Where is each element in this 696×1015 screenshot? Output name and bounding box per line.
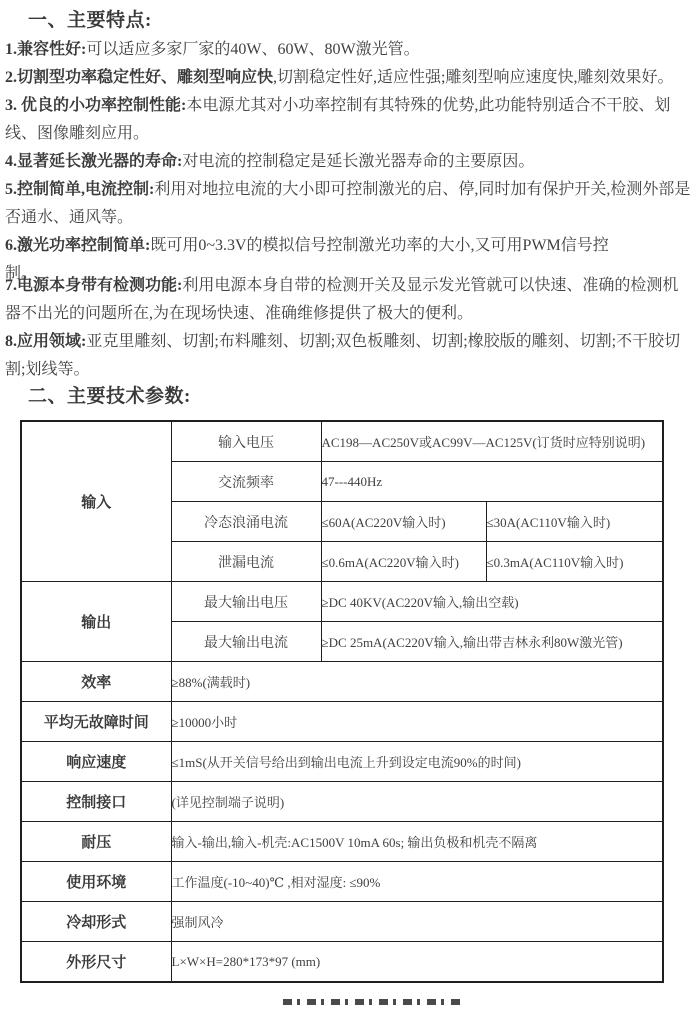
feature-text: ,切割稳定性好,适应性强;雕刻型响应速度快,雕刻效果好。 [273, 69, 674, 86]
spec-label-cell: 冷却形式 [21, 902, 171, 942]
specs-heading: 二、主要技术参数: [28, 386, 191, 407]
table-row [21, 862, 663, 902]
table-row [21, 662, 663, 702]
feature-text: 可以适应多家厂家的40W、60W、80W激光管。 [86, 41, 420, 58]
spec-param-cell: 最大输出电压 [171, 582, 321, 622]
spec-value-cell: (详见控制端子说明) [171, 782, 663, 822]
spec-value-cell: 47---440Hz [321, 462, 663, 502]
feature-lead: 8.应用领域: [5, 333, 87, 350]
table-row [21, 582, 663, 622]
feature-item-8 [5, 328, 692, 384]
spec-value-cell: 输入-输出,输入-机壳:AC1500V 10mA 60s; 输出负极和机壳不隔离 [171, 822, 663, 862]
spec-value-cell: ≥DC 25mA(AC220V输入,输出带吉林永利80W激光管) [321, 622, 663, 662]
table-row [21, 942, 663, 983]
spec-label-cell: 响应速度 [21, 742, 171, 782]
spec-label-cell: 效率 [21, 662, 171, 702]
feature-lead: 6.激光功率控制简单: [5, 237, 151, 254]
table-row [21, 421, 663, 462]
feature-lead: 7.电源本身带有检测功能: [5, 277, 183, 294]
spec-param-cell: 交流频率 [171, 462, 321, 502]
spec-param-cell: 冷态浪涌电流 [171, 502, 321, 542]
feature-lead: 2.切割型功率稳定性好、雕刻型响应快 [5, 69, 274, 86]
spec-label-cell: 耐压 [21, 822, 171, 862]
spec-value-cell: 强制风冷 [171, 902, 663, 942]
feature-item-1 [5, 36, 692, 64]
spec-label-cell: 外形尺寸 [21, 942, 171, 983]
spec-table [20, 420, 664, 983]
table-row [21, 702, 663, 742]
spec-value-cell: ≤0.3mA(AC110V输入时) [486, 542, 663, 582]
feature-item-7 [5, 272, 692, 328]
features-heading: 一、主要特点: [28, 10, 152, 31]
spec-label-cell: 控制接口 [21, 782, 171, 822]
feature-lead: 5.控制简单,电流控制: [5, 181, 155, 198]
spec-value-cell: ≤1mS(从开关信号给出到输出电流上升到设定电流90%的时间) [171, 742, 663, 782]
feature-item-2 [5, 64, 692, 92]
spec-param-cell: 输入电压 [171, 421, 321, 462]
spec-group-cell-input: 输入 [21, 421, 171, 582]
table-row [21, 742, 663, 782]
feature-text: 利用电源本身自带的检测开关及显示发光管就可以快速、准确的检测机器不出光的问题所在,为在现场快速、准确维修提供了极大的便利。 [5, 277, 679, 322]
spec-group-cell-output: 输出 [21, 582, 171, 662]
spec-value-cell: ≤30A(AC110V输入时) [486, 502, 663, 542]
feature-item-4 [5, 148, 692, 176]
spec-value-cell: ≥10000小时 [171, 702, 663, 742]
feature-item-3 [5, 92, 692, 148]
spec-param-cell: 泄漏电流 [171, 542, 321, 582]
spec-label-cell: 平均无故障时间 [21, 702, 171, 742]
clipped-watermark-fragment [283, 999, 463, 1005]
feature-lead: 3. 优良的小功率控制性能: [5, 97, 187, 114]
feature-item-5 [5, 176, 692, 232]
table-row [21, 902, 663, 942]
feature-lead: 1.兼容性好: [5, 41, 87, 58]
spec-value-cell: L×W×H=280*173*97 (mm) [171, 942, 663, 983]
feature-text: 对电流的控制稳定是延长激光器寿命的主要原因。 [182, 153, 535, 170]
feature-lead: 4.显著延长激光器的寿命: [5, 153, 183, 170]
spec-value-cell: 工作温度(-10~40)℃ ,相对湿度: ≤90% [171, 862, 663, 902]
spec-value-cell: ≤0.6mA(AC220V输入时) [321, 542, 486, 582]
spec-value-cell: AC198—AC250V或AC99V—AC125V(订货时应特别说明) [321, 421, 663, 462]
spec-param-cell: 最大输出电流 [171, 622, 321, 662]
feature-text: 利用对地拉电流的大小即可控制激光的启、停,同时加有保护开关,检测外部是否通水、通风等。 [5, 181, 691, 226]
table-row [21, 782, 663, 822]
spec-value-cell: ≤60A(AC220V输入时) [321, 502, 486, 542]
spec-value-cell: ≥DC 40KV(AC220V输入,输出空载) [321, 582, 663, 622]
feature-text: 既可用0~3.3V的模拟信号控制激光功率的大小,又可用PWM信号控制。 [5, 237, 609, 282]
table-row [21, 822, 663, 862]
feature-text: 本电源尤其对小功率控制有其特殊的优势,此功能特别适合不干胶、划线、图像雕刻应用。 [5, 97, 671, 142]
spec-value-cell: ≥88%(满载时) [171, 662, 663, 702]
spec-label-cell: 使用环境 [21, 862, 171, 902]
feature-text: 亚克里雕刻、切割;布料雕刻、切割;双色板雕刻、切割;橡胶版的雕刻、切割;不干胶切割;划线等。 [5, 333, 681, 378]
